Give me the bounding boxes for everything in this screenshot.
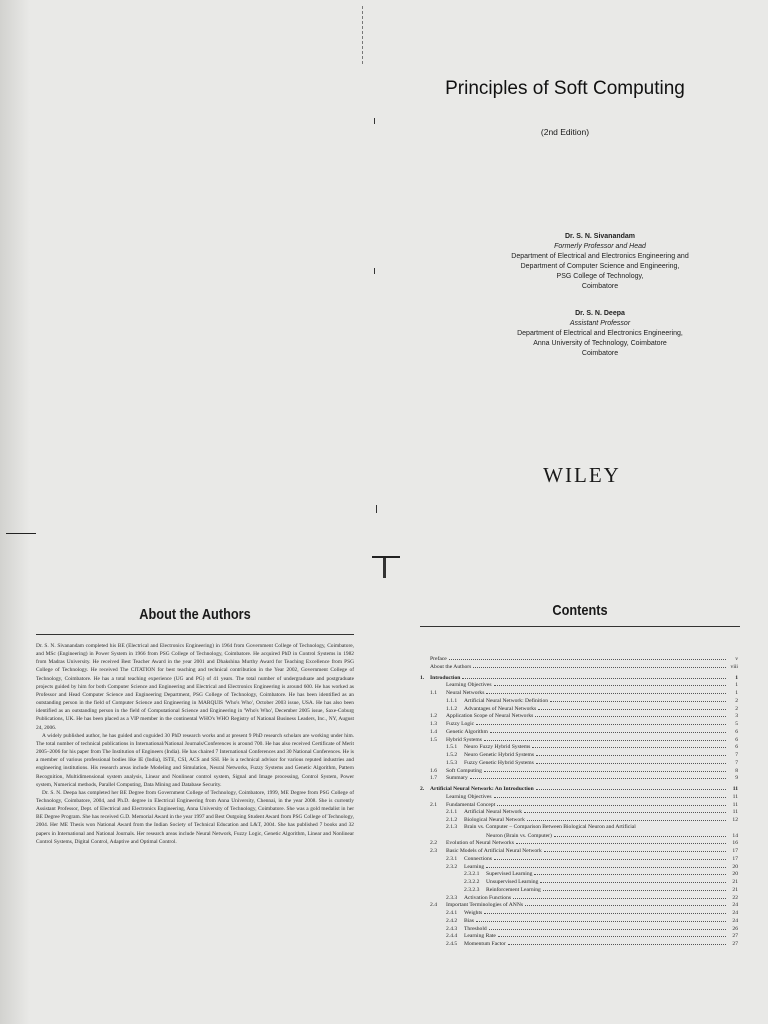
toc-number: 2.1	[430, 801, 437, 808]
toc-label: Learning Objectives	[446, 682, 492, 689]
toc-label: About the Authors	[430, 663, 472, 670]
toc-leader	[470, 774, 726, 779]
toc-page-number: 20	[732, 863, 738, 870]
toc-number: 2.1.1	[446, 809, 458, 816]
toc-label: Neuro Genetic Hybrid Systems	[464, 752, 535, 758]
about-paragraph: Dr. S. N. Sivanandam completed his BE (Electrical and Electronics Engineering) in 1964 from Government College of Technology, Coimbatore, and MSc (Engineering) in Power System in 1966 from PSG College of Technology, Coimbatore. He acquired PhD in Control Systems in 1982 from Madras University. He received Best Teacher Award in the year 2001 and Dhakshina Murthy Award for Teaching Excellence from PSG College of Technology. He received The CITATION for best teaching and technical contribution in the Year 2002, Government College of Technology, Coimbatore. He has a total teaching experience (UG and PG) of 41 years. The total number of undergraduate and postgraduate projects guided by him for both Computer Science and Engineering and Electrical and Electronics Engineering is around 600. He has worked as Professor and Head Computer Science and Engineering Department, PSG College of Technology, Coimbatore. He has been identified as an outstanding person in the field of Computer Science and Engineering in MARQUIS 'Who's Who', October 2003 issue, USA. He has also been identified as an outstanding person in the field of Computational Science and Engineering in 'Who's Who', December 2005 issue, Saxe-Coburg Publications, UK. He has been placed as a VIP member in the continental WHO's WHO Registry of National Business Leaders, Inc., NY, August 24, 2006.	[36, 643, 354, 731]
book-title: Principles of Soft Computing	[445, 78, 685, 99]
toc-leader	[484, 909, 726, 914]
toc-number: 2.2	[430, 840, 437, 847]
toc-page-number: 11	[732, 801, 738, 808]
about-body	[36, 642, 354, 846]
author-name: Dr. S. N. Sivanandam	[564, 233, 636, 240]
toc-row	[420, 720, 738, 728]
toc-row	[420, 728, 738, 736]
toc-label: Weights	[464, 910, 483, 916]
toc-leader	[484, 736, 726, 741]
toc-number: 1.5.1	[446, 744, 458, 751]
toc-number: 2.4.1	[446, 910, 458, 916]
toc-leader	[484, 767, 726, 772]
toc-label: Fundamental Concept	[446, 801, 496, 808]
toc-row	[420, 767, 738, 775]
toc-leader	[525, 901, 726, 906]
toc-leader	[449, 655, 726, 660]
toc-row	[420, 878, 738, 886]
toc-number: 2.3.3	[446, 894, 458, 901]
toc-row	[420, 932, 738, 940]
toc-leader	[489, 925, 726, 930]
toc-row	[420, 736, 738, 744]
toc-page-number: 7	[735, 752, 738, 758]
toc-leader	[494, 681, 726, 686]
toc-row	[420, 839, 738, 847]
toc-page-number: 20	[732, 871, 738, 878]
author-block-2	[470, 309, 730, 359]
author-role: Formerly Professor and Head	[554, 243, 646, 250]
toc-page-number: 17	[732, 848, 738, 854]
toc-row	[420, 697, 738, 705]
toc-leader	[554, 832, 726, 837]
toc-row	[420, 909, 738, 917]
author-line: Anna University of Technology, Coimbatore	[533, 340, 667, 347]
toc-label: Fuzzy Logic	[446, 721, 475, 727]
toc-label: Learning Objectives	[446, 793, 492, 800]
toc-number: 1.5.3	[446, 759, 458, 766]
toc-leader	[476, 917, 726, 922]
toc-number: 1.	[420, 674, 425, 681]
toc-page-number: 7	[735, 759, 738, 766]
toc-row	[420, 801, 738, 809]
toc-label: Neuro Fuzzy Hybrid Systems	[464, 744, 531, 751]
toc-chapter-row	[420, 674, 738, 682]
about-paragraph: A widely published author, he has guided and coguided 30 PhD research works and at present 9 PhD research scholars are working under him. The total number of technical publications in International/National Journals/Conferences is around 700. He has also received Certificate of Merit 2005–2006 for his paper from The Institution of Engineers (India). He has chaired 7 International Conferences and 30 National Conferences. He is a member of various professional bodies like IE (India), ISTE, CSI, ACS and SSI. He is a technical advisor for various reputed industries and engineering institutions. His research areas include Modeling and Simulation, Neural Networks, Fuzzy Systems and Genetic Algorithm, Pattern Recognition, Multidimensional system analysis, Linear and Nonlinear control system, Signal and Image processing, Control System, Power system, Numerical methods, Parallel Computing, Data Mining and Database Security.	[36, 732, 354, 788]
toc-label: Brain vs. Computer – Comparison Between Biological Neuron and Artificial	[464, 823, 636, 830]
toc-label: Evolution of Neural Networks	[446, 840, 514, 847]
toc-page-number: 26	[732, 925, 738, 932]
toc-label: Application Scope of Neural Networks	[446, 713, 534, 720]
toc-label: Threshold	[464, 925, 487, 932]
table-of-contents	[420, 655, 738, 948]
toc-label: Preface	[430, 656, 447, 662]
author-name: Dr. S. N. Deepa	[575, 310, 625, 317]
toc-row	[420, 759, 738, 767]
toc-label: Bias	[464, 917, 474, 924]
toc-page-number: 24	[732, 910, 738, 916]
toc-label: Introduction	[430, 674, 461, 681]
toc-leader	[476, 720, 726, 725]
toc-leader	[540, 878, 726, 883]
toc-page-number: 11	[732, 793, 738, 800]
toc-leader	[536, 759, 726, 764]
toc-label: Hybrid Systems	[446, 736, 482, 743]
toc-row	[420, 863, 738, 871]
toc-label: Unsupervised Learning	[486, 879, 539, 885]
toc-leader	[538, 705, 726, 710]
toc-number: 2.4.4	[446, 933, 458, 940]
toc-label: Learning	[464, 863, 485, 870]
inner-pages	[0, 556, 768, 1024]
toc-chapter-row	[420, 785, 738, 793]
toc-label: Summary	[446, 775, 468, 782]
toc-number: 2.	[420, 786, 425, 792]
toc-row	[420, 855, 738, 863]
toc-page-number: 9	[735, 775, 738, 782]
toc-leader	[516, 839, 726, 844]
toc-page-number: 17	[732, 855, 738, 862]
toc-label: Fuzzy Genetic Hybrid Systems	[464, 759, 534, 766]
heading-rule	[420, 626, 740, 627]
toc-number: 1.7	[430, 775, 437, 782]
toc-page-number: 1	[735, 690, 738, 696]
toc-page-number: 21	[732, 886, 738, 893]
toc-row	[420, 655, 738, 663]
toc-page-number: 6	[735, 736, 738, 743]
toc-label: Genetic Algorithm	[446, 728, 488, 735]
toc-number: 2.4.5	[446, 941, 458, 947]
toc-number: 1.1	[430, 690, 437, 696]
toc-row	[420, 824, 738, 832]
about-paragraph: Dr. S. N. Deepa has completed her BE Degree from Government College of Technology, Coimbatore, 1999, ME Degree from PSG College of Technology, Coimbatore, 2004, and Ph.D. degree in Electrical Engineering from Anna University, Chennai, in the year 2008. She is currently Assistant Professor, Dept. of Electrical and Electronics Engineering, Anna University of Technology, Coimbatore. She was a gold medalist in her BE Degree Program. She has received G.D. Memorial Award in the year 1997 and Best Outgoing Student Award from PSG College of Technology, 2004. Her ME Thesis won National Award from the Indian Society of Technical Education and L&T, 2004. She has published 7 books and 32 papers in International and National Journals. Her research areas include Neural Network, Fuzzy Logic, Genetic Algorithm, Linear and Nonlinear Control Systems, Digital Control, Adaptive and Optimal Control.	[36, 789, 354, 845]
toc-number: 2.3.2.2	[464, 879, 480, 885]
toc-label: Artificial Neural Network: An Introduction	[430, 786, 534, 792]
toc-row	[420, 847, 738, 855]
contents-heading: Contents	[552, 602, 608, 619]
toc-number: 1.1.2	[446, 705, 458, 712]
toc-label: Basic Models of Artificial Neural Network	[446, 848, 542, 854]
toc-leader	[513, 894, 726, 899]
toc-leader	[462, 674, 726, 679]
toc-row	[420, 705, 738, 713]
toc-leader	[534, 870, 726, 875]
toc-page-number: 2	[735, 705, 738, 712]
toc-page-number: 6	[735, 744, 738, 751]
toc-page-number: v	[735, 656, 738, 662]
toc-label: Artificial Neural Network: Definition	[464, 697, 549, 704]
toc-row	[420, 793, 738, 801]
author-line: PSG College of Technology,	[556, 273, 644, 280]
publisher-logo: WILEY	[543, 463, 621, 487]
toc-leader	[498, 932, 726, 937]
toc-row	[420, 681, 738, 689]
toc-row	[420, 712, 738, 720]
toc-label: Learning Rate	[464, 933, 496, 940]
toc-number: 2.3.2.3	[464, 886, 480, 893]
toc-page-number: 8	[735, 767, 738, 774]
author-line: Coimbatore	[581, 283, 619, 290]
scan-artifact	[374, 268, 375, 274]
toc-number: 1.2	[430, 713, 437, 720]
heading-rule	[36, 634, 354, 635]
toc-row	[420, 832, 738, 840]
toc-row	[420, 940, 738, 948]
toc-page-number: 24	[732, 917, 738, 924]
toc-page-number: 2	[735, 697, 738, 704]
toc-page-number: 24	[732, 902, 738, 909]
toc-row	[420, 689, 738, 697]
toc-page-number: 6	[735, 728, 738, 735]
toc-number: 2.3.2	[446, 863, 458, 870]
toc-number: 2.3.1	[446, 855, 458, 862]
toc-label: Momentum Factor	[464, 941, 506, 947]
toc-leader	[543, 886, 726, 891]
toc-number: 2.1.2	[446, 817, 458, 823]
toc-number: 1.4	[430, 728, 437, 735]
toc-page-number: 27	[732, 933, 738, 940]
about-heading: About the Authors	[139, 606, 251, 623]
toc-leader	[490, 728, 726, 733]
toc-leader	[544, 847, 726, 852]
toc-page-number: 1	[735, 682, 738, 689]
toc-page-number: 22	[732, 894, 738, 901]
author-block-1	[470, 232, 730, 292]
toc-number: 1.5.2	[446, 752, 458, 758]
author-role: Assistant Professor	[569, 320, 631, 327]
toc-leader	[638, 824, 726, 828]
toc-label: Reinforcement Learning	[486, 886, 541, 893]
toc-number: 1.6	[430, 767, 437, 774]
toc-number: 2.4.2	[446, 917, 458, 924]
toc-number: 2.4.3	[446, 925, 458, 932]
toc-number: 1.3	[430, 721, 437, 727]
scan-artifact	[374, 118, 375, 124]
toc-page-number: 3	[735, 713, 738, 720]
toc-page-number: 5	[735, 721, 738, 727]
toc-leader	[508, 940, 726, 945]
toc-leader	[532, 743, 726, 748]
toc-page-number: 11	[732, 786, 738, 792]
toc-page-number: 16	[732, 840, 738, 847]
toc-page-number: 12	[732, 817, 738, 823]
toc-number: 2.3.2.1	[464, 871, 480, 878]
toc-leader	[524, 808, 726, 813]
toc-number: 2.1.3	[446, 823, 458, 830]
scan-artifact	[362, 6, 369, 64]
toc-leader	[473, 663, 726, 668]
toc-leader	[527, 816, 726, 821]
author-line: Department of Computer Science and Engineering,	[520, 263, 680, 270]
toc-page-number: 1	[735, 674, 738, 681]
toc-row	[420, 808, 738, 816]
toc-row	[420, 886, 738, 894]
toc-label: Important Terminologies of ANNs	[446, 902, 524, 909]
author-line: Department of Electrical and Electronics Engineering and	[511, 253, 689, 260]
toc-page-number: 14	[732, 832, 738, 839]
toc-leader	[536, 751, 726, 756]
scan-artifact	[6, 533, 36, 534]
toc-row	[420, 774, 738, 782]
toc-leader	[494, 855, 726, 860]
toc-page-number: 21	[732, 879, 738, 885]
toc-row	[420, 917, 738, 925]
toc-page-number: 27	[732, 941, 738, 947]
toc-label: Activation Functions	[464, 894, 512, 901]
book-edition: (2nd Edition)	[540, 127, 590, 137]
toc-label: Neuron (Brain vs. Computer)	[486, 832, 552, 839]
toc-label: Soft Computing	[446, 767, 482, 774]
toc-label: Artificial Neural Network	[464, 809, 523, 816]
toc-row	[420, 816, 738, 824]
toc-leader	[494, 793, 726, 798]
toc-number: 1.1.1	[446, 697, 458, 704]
toc-row	[420, 894, 738, 902]
toc-leader	[497, 801, 726, 806]
toc-row	[420, 901, 738, 909]
toc-label: Advantages of Neural Networks	[464, 705, 537, 712]
toc-number: 1.5	[430, 736, 437, 743]
author-line: Department of Electrical and Electronics Engineering,	[517, 330, 683, 337]
toc-row	[420, 751, 738, 759]
toc-row	[420, 743, 738, 751]
toc-leader	[536, 785, 726, 790]
toc-label: Neural Networks	[446, 690, 485, 696]
author-line: Coimbatore	[581, 350, 619, 357]
toc-leader	[486, 863, 726, 868]
toc-leader	[486, 689, 726, 694]
toc-number: 2.4	[430, 902, 437, 909]
toc-leader	[550, 697, 726, 702]
toc-number: 2.3	[430, 848, 437, 854]
toc-row	[420, 925, 738, 933]
toc-label: Biological Neural Network	[464, 817, 525, 823]
toc-leader	[535, 712, 726, 717]
toc-label: Supervised Learning	[486, 871, 533, 878]
scan-artifact	[376, 505, 377, 513]
toc-row	[420, 870, 738, 878]
toc-label: Connections	[464, 855, 492, 862]
toc-page-number: viii	[730, 663, 738, 670]
toc-page-number: 11	[732, 809, 738, 816]
toc-row	[420, 663, 738, 671]
